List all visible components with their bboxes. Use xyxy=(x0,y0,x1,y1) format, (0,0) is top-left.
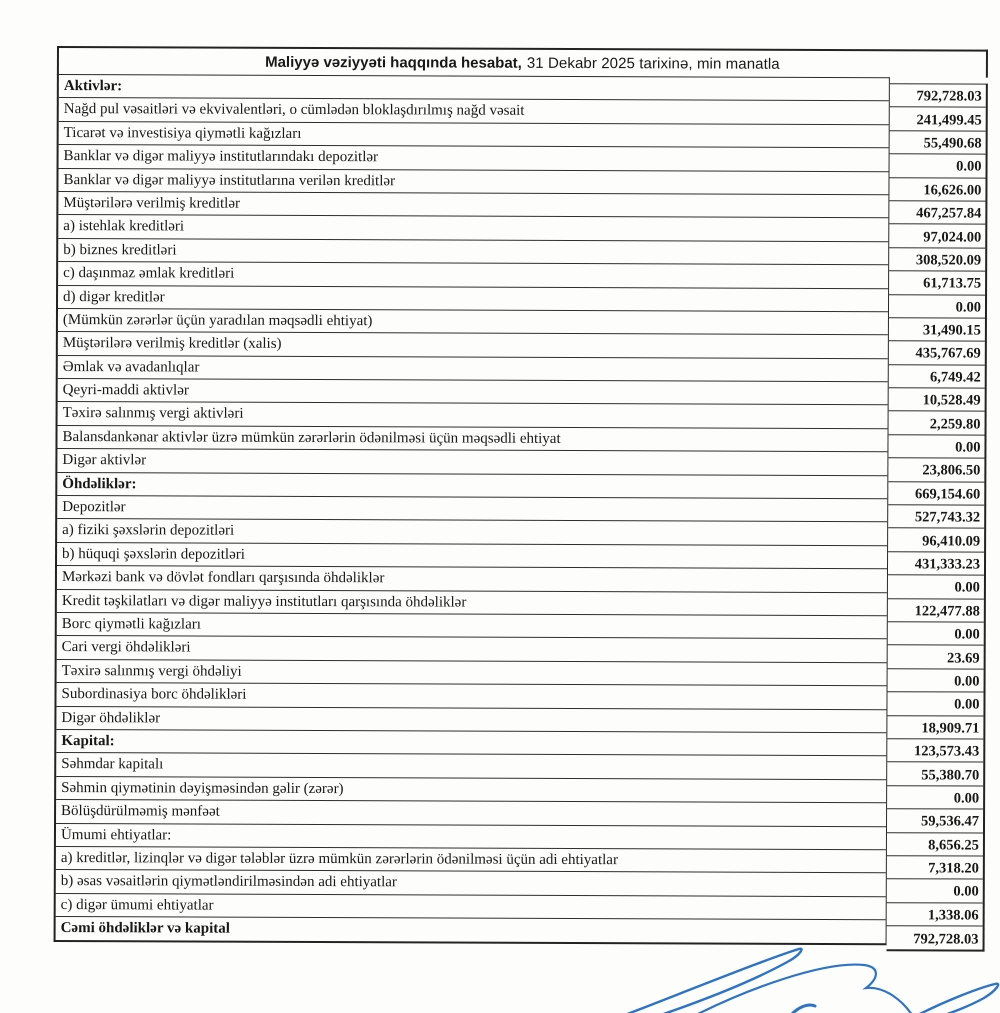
row-label: Qeyri-maddi aktivlər xyxy=(58,379,888,406)
row-label: Cəmi öhdəliklər və kapital xyxy=(60,920,230,937)
row-value: 7,318.20 xyxy=(887,856,983,880)
labels-column xyxy=(54,74,890,946)
row-value: 0.00 xyxy=(888,622,984,646)
row-value: 123,573.43 xyxy=(887,739,983,763)
row-value: 0.00 xyxy=(888,435,984,459)
row-label: a) istehlak kreditləri xyxy=(58,215,888,242)
row-value: 2,259.80 xyxy=(889,412,985,436)
row-label: Kredit təşkilatları və digər maliyyə institutları qarşısında öhdəliklər xyxy=(57,590,887,617)
row-value: 0.00 xyxy=(890,154,986,178)
row-label: Öhdəliklər: xyxy=(57,473,887,500)
row-value: 31,490.15 xyxy=(889,318,985,342)
row-value: 0.00 xyxy=(888,575,984,599)
row-label: Aktivlər: xyxy=(59,75,889,102)
row-value: 241,499.45 xyxy=(890,108,986,132)
row-value: 8,656.25 xyxy=(887,833,983,857)
row-label: a) fiziki şəxslərin depozitləri xyxy=(57,519,887,546)
row-value: 97,024.00 xyxy=(889,225,985,249)
row-label: Səhmdar kapitalı xyxy=(56,753,886,780)
row-value: 308,520.09 xyxy=(889,248,985,272)
row-label: Ticarət və investisiya qiymətli kağızları xyxy=(59,122,889,149)
signature-stroke-arc xyxy=(686,965,914,1013)
row-label: Təxirə salınmış vergi aktivləri xyxy=(58,402,888,429)
row-value: 59,536.47 xyxy=(887,809,983,833)
row-value: 431,333.23 xyxy=(888,552,984,576)
row-value: 1,338.06 xyxy=(887,903,983,927)
table-title xyxy=(57,46,988,78)
row-value: 467,257.84 xyxy=(889,201,985,225)
row-value: 61,713.75 xyxy=(889,271,985,295)
row-label: Digər aktivlər xyxy=(57,449,887,476)
row-label: c) digər ümumi ehtiyatlar xyxy=(56,894,886,921)
row-label: d) digər kreditlər xyxy=(58,286,888,313)
row-label: c) daşınmaz əmlak kreditləri xyxy=(58,262,888,289)
row-label: b) biznes kreditləri xyxy=(58,239,888,266)
row-value: 55,490.68 xyxy=(890,131,986,155)
row-value: 96,410.09 xyxy=(888,529,984,553)
row-value: 23.69 xyxy=(888,646,984,670)
row-value: 435,767.69 xyxy=(889,341,985,365)
row-value: 527,743.32 xyxy=(888,505,984,529)
signature-stroke-right-loop xyxy=(910,984,998,1013)
row-label: Cari vergi öhdəlikləri xyxy=(57,636,887,663)
row-value: 10,528.49 xyxy=(889,388,985,412)
row-label: Kapital: xyxy=(56,730,886,757)
row-label: Mərkəzi bank və dövlət fondları qarşısında öhdəliklər xyxy=(57,566,887,593)
row-value: 122,477.88 xyxy=(888,599,984,623)
financial-statement-table xyxy=(54,46,988,946)
row-label: Banklar və digər maliyyə institutlarındakı depozitlər xyxy=(59,145,889,172)
row-value: 0.00 xyxy=(887,692,983,716)
row-value: 16,626.00 xyxy=(889,178,985,202)
row-value: 792,728.03 xyxy=(913,931,979,948)
table-body xyxy=(54,74,988,946)
values-column xyxy=(887,83,988,952)
row-value: 0.00 xyxy=(889,295,985,319)
signature-stroke-small xyxy=(790,1005,815,1013)
row-value: 55,380.70 xyxy=(887,763,983,787)
row-label: (Mümkün zərərlər üçün yaradılan məqsədli ehtiyat) xyxy=(58,309,888,336)
row-label: Ümumi ehtiyatlar: xyxy=(56,824,886,851)
row-label: Bölüşdürülməmiş mənfəət xyxy=(56,800,886,827)
row-label: Müştərilərə verilmiş kreditlər xyxy=(58,192,888,219)
row-label: Əmlak və avadanlıqlar xyxy=(58,356,888,383)
row-label: b) hüquqi şəxslərin depozitləri xyxy=(57,543,887,570)
row-value: 23,806.50 xyxy=(888,458,984,482)
row-label: Digər öhdəliklər xyxy=(56,707,886,734)
row-label: b) əsas vəsaitlərin qiymətləndirilməsindən adi ehtiyatlar xyxy=(56,870,886,897)
row-label: Səhmin qiymətinin dəyişməsindən gəlir (zərər) xyxy=(56,777,886,804)
row-value: 0.00 xyxy=(887,879,983,903)
row-label: Borc qiymətli kağızları xyxy=(57,613,887,640)
row-value: 6,749.42 xyxy=(889,365,985,389)
row-value: 0.00 xyxy=(888,669,984,693)
row-label: a) kreditlər, lizinqlər və digər tələblər üzrə mümkün zərərlərin ödənilməsi üçün adi ehtiyatlar xyxy=(56,847,886,874)
row-label: Subordinasiya borc öhdəlikləri xyxy=(56,683,886,710)
row-value: 669,154.60 xyxy=(888,482,984,506)
table-title-date: 31 Dekabr 2025 tarixinə, min manatla xyxy=(526,54,780,73)
row-label: Banklar və digər maliyyə institutlarına verilən kreditlər xyxy=(58,169,888,196)
row-label: Depozitlər xyxy=(57,496,887,523)
row-value: 18,909.71 xyxy=(887,716,983,740)
table-title-bold: Maliyyə vəziyyəti haqqında hesabat, xyxy=(265,53,522,72)
row-value: 792,728.03 xyxy=(890,84,986,108)
row-label: Təxirə salınmış vergi öhdəliyi xyxy=(57,660,887,687)
row-label: Balansdankənar aktivlər üzrə mümkün zərərlərin ödənilməsi üçün məqsədli ehtiyat xyxy=(57,426,887,453)
row-label: Nağd pul vəsaitləri və ekvivalentləri, o cümlədən bloklaşdırılmış nağd vəsait xyxy=(59,98,889,125)
row-label: Müştərilərə verilmiş kreditlər (xalis) xyxy=(58,332,888,359)
signature-stroke-left-loop xyxy=(612,949,802,1013)
row-value: 0.00 xyxy=(887,786,983,810)
